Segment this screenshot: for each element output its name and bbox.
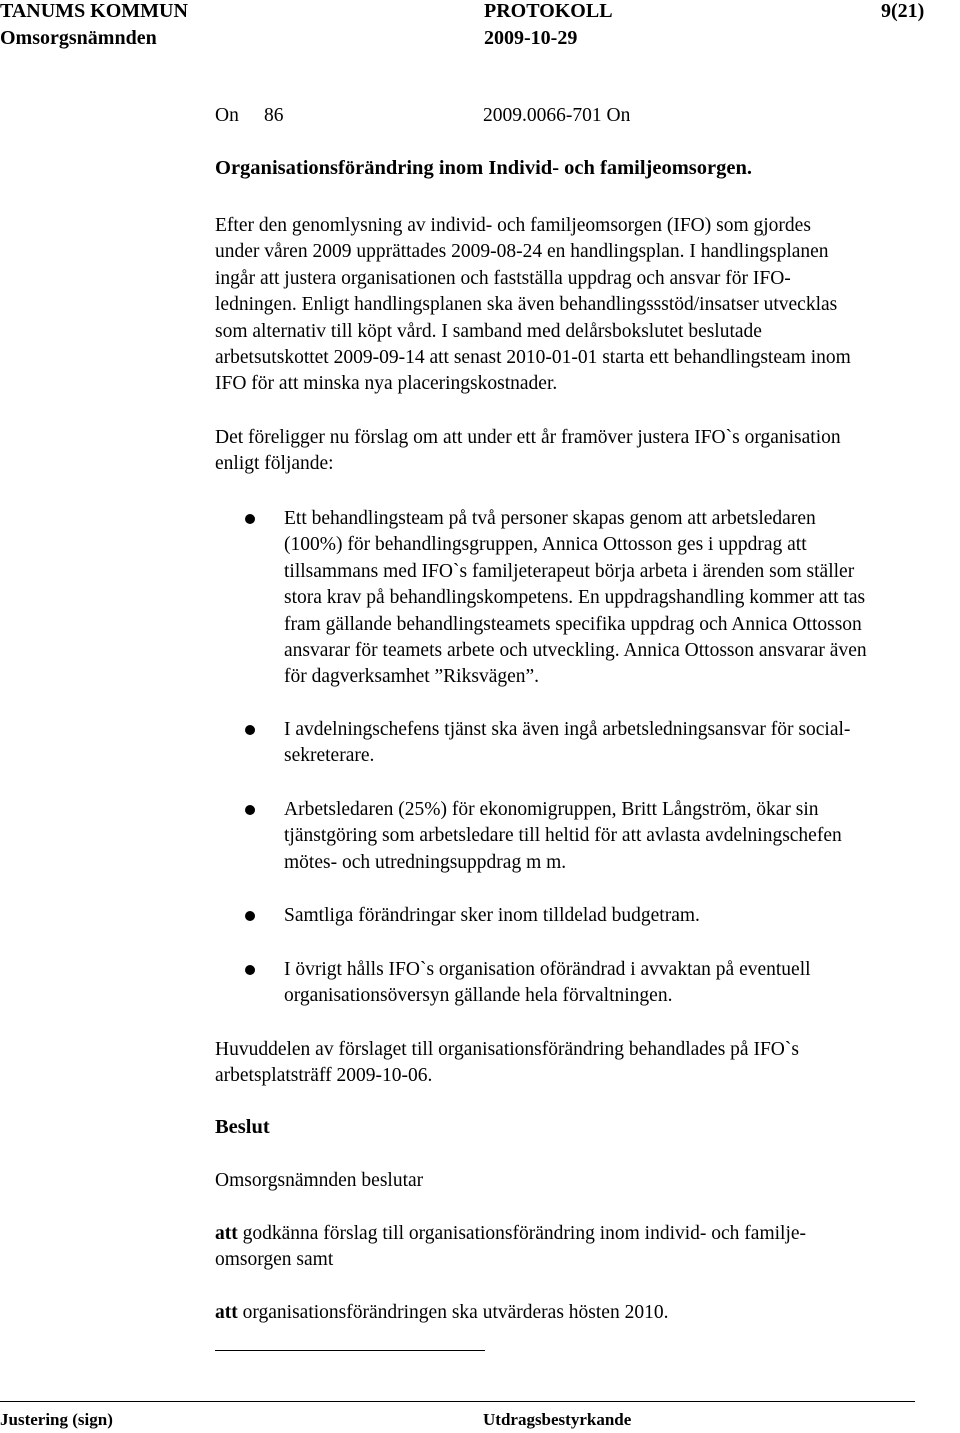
paragraph-workplace-meeting (215, 1037, 950, 1090)
decision-text: godkänna förslag till organisationsförändring inom individ- och familje- (237, 1223, 807, 1244)
text-line: under våren 2009 upprättades 2009-08-24 en handlingsplan. I handlingsplanen (215, 241, 829, 263)
text-line: som alternativ till köpt vård. I samband med delårsbokslutet beslutade (215, 320, 762, 342)
header-committee: Omsorgsnämnden (0, 27, 157, 49)
bullet-text (284, 797, 960, 876)
decision-keyword: att (215, 1223, 238, 1244)
text-line: tillsammans med IFO`s familjeterapeut börja arbeta i ärenden som ställer (284, 560, 855, 582)
text-line: enligt följande: (215, 453, 334, 475)
text-line: fram gällande behandlingsteamets specifika uppdrag och Annica Ottosson (284, 613, 862, 635)
decision-keyword: att (215, 1302, 238, 1323)
bullet-text (284, 957, 960, 1010)
text-line: Samtliga förändringar sker inom tilldelad budgetram. (284, 905, 700, 926)
bullet-dot-icon (245, 514, 255, 524)
paragraph-proposal-intro (215, 425, 950, 478)
footer-justering: Justering (sign) (0, 1410, 113, 1429)
text-line: arbetsplatsträff 2009-10-06. (215, 1065, 433, 1087)
case-reference: 2009.0066-701 On (483, 105, 631, 126)
signature-line (215, 1350, 485, 1351)
bullet-dot-icon (245, 805, 255, 815)
bullet-dot-icon (245, 911, 255, 921)
text-line: mötes- och utredningsuppdrag m m. (284, 851, 567, 873)
text-line: ansvarar för teamets arbete och utveckling. Annica Ottosson ansvarar även (284, 640, 867, 662)
text-line: I avdelningschefens tjänst ska även ingå arbetsledningsansvar för social- (284, 719, 851, 740)
text-line: I övrigt hålls IFO`s organisation oförändrad i avvaktan på eventuell (284, 959, 811, 980)
text-line: Huvuddelen av förslaget till organisationsförändring behandlades på IFO`s (215, 1039, 799, 1060)
text-line: Det föreligger nu förslag om att under ett år framöver justera IFO`s organisation (215, 427, 841, 448)
text-line: för dagverksamhet ”Riksvägen”. (284, 666, 540, 688)
text-line (215, 1300, 950, 1326)
text-line: ledningen. Enligt handlingsplanen ska även behandlingssstöd/insatser utvecklas (215, 294, 838, 316)
bullet-text (284, 506, 960, 691)
text-line: Arbetsledaren (25%) för ekonomigruppen, Britt Långström, ökar sin (284, 799, 819, 820)
bullet-text (284, 903, 960, 929)
header-date: 2009-10-29 (484, 27, 578, 49)
page-title: Organisationsförändring inom Individ- och familjeomsorgen. (215, 157, 753, 179)
header-page: 9(21) (881, 0, 925, 22)
footer-utdragsbestyrkande: Utdragsbestyrkande (483, 1410, 632, 1429)
text-line: IFO för att minska nya placeringskostnader. (215, 373, 558, 395)
text-line: organisationsöversyn gällande hela förvaltningen. (284, 985, 673, 1007)
footer-divider (0, 1401, 915, 1402)
text-line: omsorgen samt (215, 1249, 334, 1271)
text-line: (100%) för behandlingsgruppen, Annica Ottosson ges i uppdrag att (284, 534, 807, 556)
text-line: arbetsutskottet 2009-09-14 att senast 2010-01-01 starta ett behandlingsteam inom (215, 347, 851, 369)
text-line: stora krav på behandlingskompetens. En uppdragshandling kommer att tas (284, 587, 866, 609)
text-line (215, 1221, 950, 1247)
decision-intro: Omsorgsnämnden beslutar (215, 1170, 424, 1191)
text-line: tjänstgöring som arbetsledare till heltid för att avlasta avdelningschefen (284, 825, 842, 847)
text-line: sekreterare. (284, 745, 375, 767)
item-number: 86 (264, 105, 284, 126)
paragraph-background (215, 213, 950, 398)
bullet-dot-icon (245, 725, 255, 735)
text-line: Efter den genomlysning av individ- och familjeomsorgen (IFO) som gjordes (215, 215, 811, 236)
header-doc-type: PROTOKOLL (484, 0, 613, 22)
bullet-text (284, 717, 960, 770)
bullet-dot-icon (245, 965, 255, 975)
header-org: TANUMS KOMMUN (0, 0, 188, 22)
text-line: Ett behandlingsteam på två personer skapas genom att arbetsledaren (284, 508, 816, 529)
decision-heading: Beslut (215, 1116, 270, 1138)
decision-item (215, 1300, 950, 1326)
text-line: ingår att justera organisationen och fastställa uppdrag och ansvar för IFO- (215, 267, 791, 289)
item-number-label: On (215, 105, 239, 126)
decision-item (215, 1221, 950, 1274)
decision-text: organisationsförändringen ska utvärderas hösten 2010. (237, 1302, 669, 1323)
